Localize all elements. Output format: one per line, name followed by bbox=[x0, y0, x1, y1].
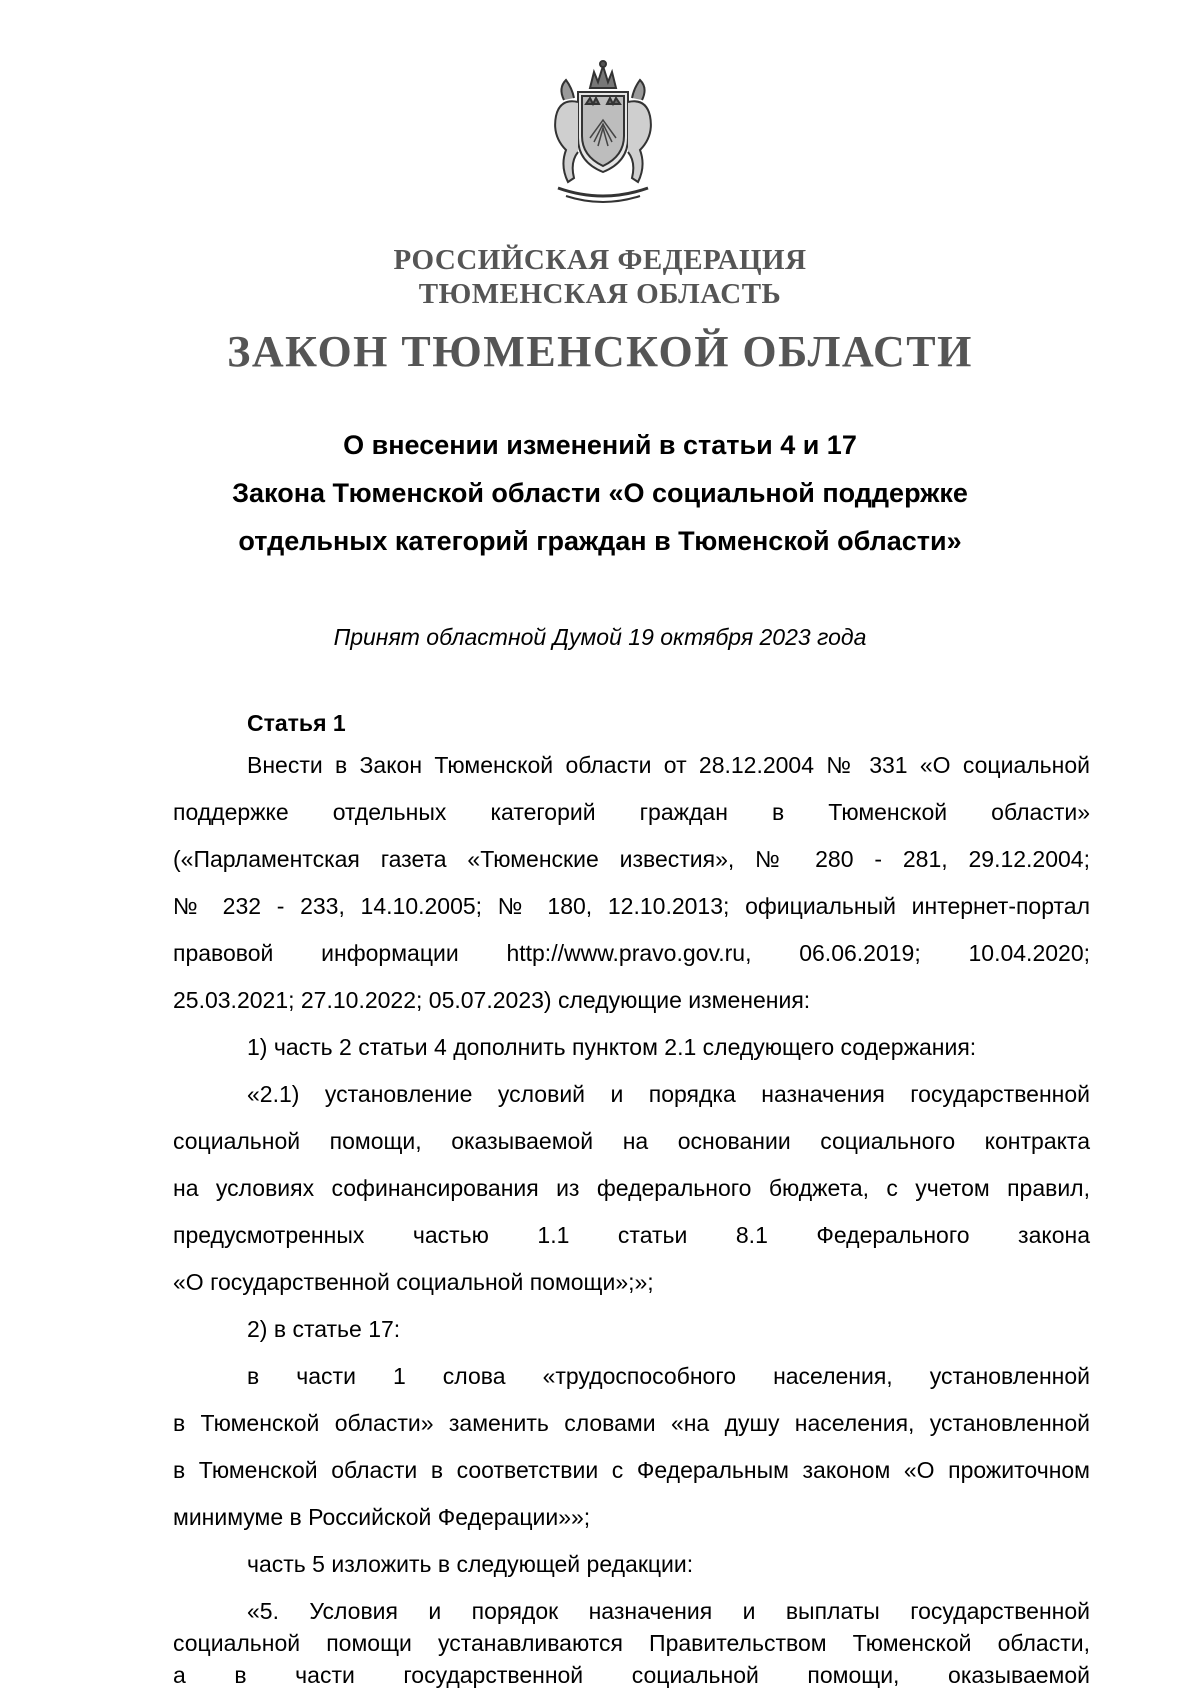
body-line: («Парламентская газета «Тюменские известия», № 280 - 281, 29.12.2004; bbox=[173, 846, 1090, 872]
header-region: ТЮМЕНСКАЯ ОБЛАСТЬ bbox=[418, 278, 782, 310]
body-line: 25.03.2021; 27.10.2022; 05.07.2023) следующие изменения: bbox=[173, 987, 811, 1013]
document-title-line-3: отдельных категорий граждан в Тюменской области» bbox=[238, 526, 962, 556]
body-line: социальной помощи устанавливаются Правительством Тюменской области, bbox=[173, 1630, 1090, 1656]
body-line: № 232 - 233, 14.10.2005; № 180, 12.10.2013; официальный интернет-портал bbox=[173, 893, 1090, 919]
article-heading: Статья 1 bbox=[247, 710, 346, 736]
body-line: на условиях софинансирования из федерального бюджета, с учетом правил, bbox=[173, 1175, 1090, 1201]
document-title-line-2: Закона Тюменской области «О социальной поддержке bbox=[232, 478, 968, 508]
body-line: предусмотренных частью 1.1 статьи 8.1 Федерального закона bbox=[173, 1222, 1090, 1248]
body-line: 1) часть 2 статьи 4 дополнить пунктом 2.1 следующего содержания: bbox=[247, 1034, 977, 1060]
body-line: в части 1 слова «трудоспособного населения, установленной bbox=[247, 1363, 1090, 1389]
body-line: правовой информации http://www.pravo.gov.ru, 06.06.2019; 10.04.2020; bbox=[173, 940, 1090, 966]
body-line: в Тюменской области» заменить словами «на душу населения, установленной bbox=[173, 1410, 1090, 1436]
body-line: «2.1) установление условий и порядка назначения государственной bbox=[247, 1081, 1090, 1107]
body-line: «О государственной социальной помощи»;»; bbox=[173, 1269, 654, 1295]
body-line: часть 5 изложить в следующей редакции: bbox=[247, 1551, 694, 1577]
tyumen-region-coat-of-arms-icon bbox=[538, 58, 668, 208]
header-country: РОССИЙСКАЯ ФЕДЕРАЦИЯ bbox=[393, 244, 807, 276]
body-line: Внести в Закон Тюменской области от 28.12.2004 № 331 «О социальной bbox=[247, 752, 1090, 778]
body-line: «5. Условия и порядок назначения и выплаты государственной bbox=[247, 1598, 1090, 1624]
law-heading: ЗАКОН ТЮМЕНСКОЙ ОБЛАСТИ bbox=[227, 327, 973, 376]
body-line: 2) в статье 17: bbox=[247, 1316, 401, 1342]
body-line: в Тюменской области в соответствии с Федеральным законом «О прожиточном bbox=[173, 1457, 1090, 1483]
body-line: минимуме в Российской Федерации»»; bbox=[173, 1504, 591, 1530]
adoption-note: Принят областной Думой 19 октября 2023 года bbox=[333, 624, 867, 650]
body-line: а в части государственной социальной помощи, оказываемой bbox=[173, 1662, 1090, 1688]
body-line: социальной помощи, оказываемой на основании социального контракта bbox=[173, 1128, 1090, 1154]
body-line: поддержке отдельных категорий граждан в Тюменской области» bbox=[173, 799, 1090, 825]
document-title-line-1: О внесении изменений в статьи 4 и 17 bbox=[343, 430, 857, 460]
